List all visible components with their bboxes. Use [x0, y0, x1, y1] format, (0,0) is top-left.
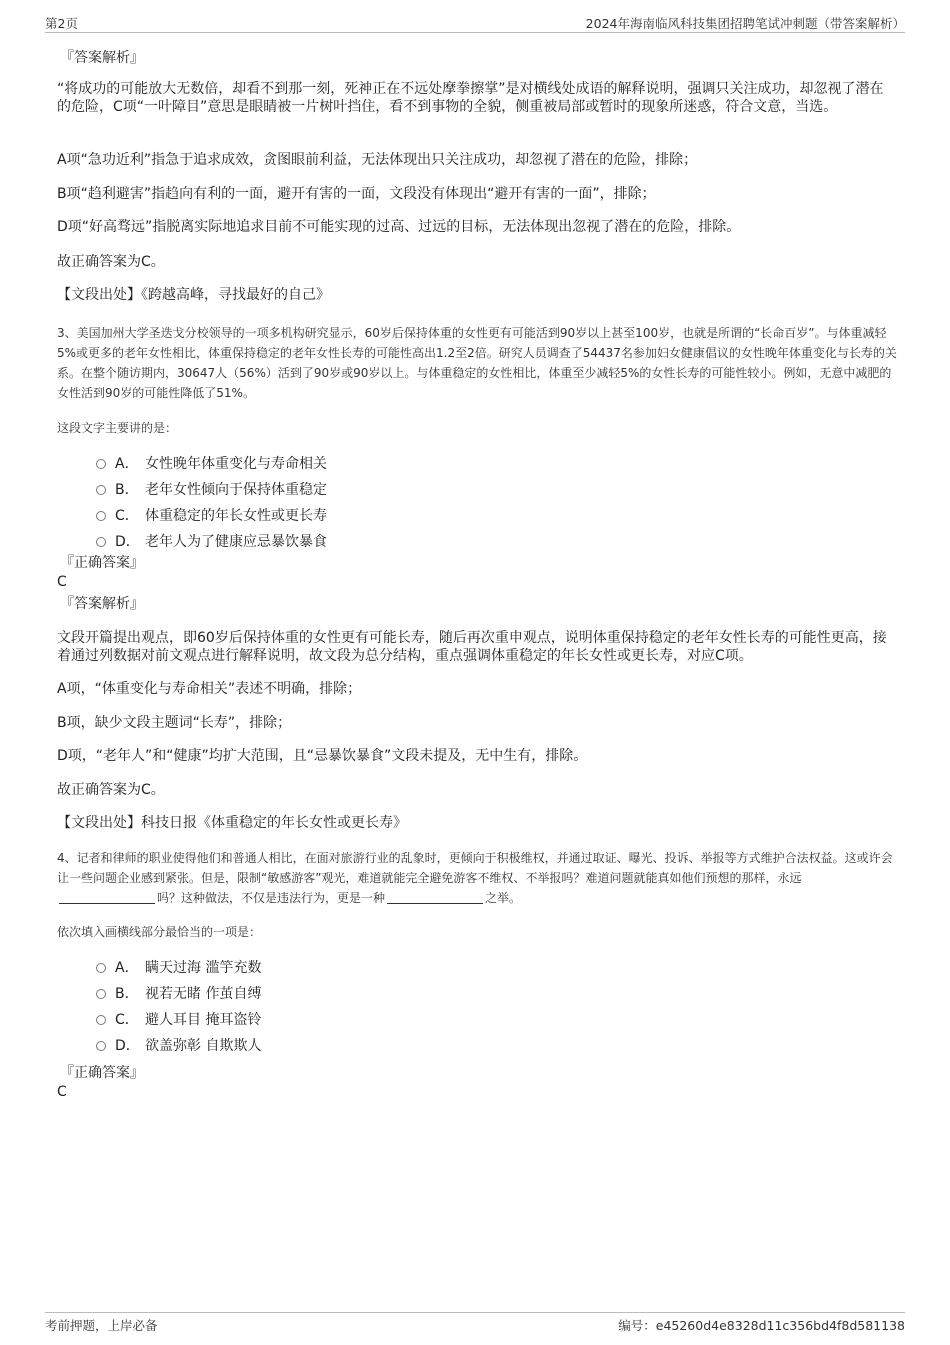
q3-option-d-analysis: D项，“老年人”和“健康”均扩大范围，且“忌暴饮暴食”文段未提及，无中生有，排除。 — [57, 748, 588, 764]
radio-icon[interactable] — [96, 485, 106, 495]
fill-blank-1 — [59, 891, 155, 904]
document-title: 2024年海南临风科技集团招聘笔试冲刺题（带答案解析） — [585, 16, 905, 31]
q4-option-c[interactable]: C． 避人耳目 掩耳盗铃 — [96, 1011, 261, 1029]
q3-option-a-analysis: A项，“体重变化与寿命相关”表述不明确，排除； — [57, 681, 362, 697]
q2-analysis: “将成功的可能放大无数倍，却看不到那一刻，死神正在不远处摩拳擦掌”是对横线处成语的解释说明，强调只关注成功，却忽视了潜在的危险，C项“一叶障目”意思是眼睛被一片树叶挡住，看不到事物的全貌，侧重被局部或暂时的现象所迷惑，符合文意，当选。 — [57, 81, 884, 115]
q2-analysis-label: 『答案解析』 — [60, 50, 144, 66]
q2-option-d-analysis: D项“好高骛远”指脱离实际地追求目前不可能实现的过高、过远的目标，无法体现出忽视了潜在的危险，排除。 — [57, 219, 741, 235]
q4-correct-label: 『正确答案』 — [60, 1065, 144, 1081]
q2-option-a-analysis: A项“急功近利”指急于追求成效，贪图眼前利益，无法体现出只关注成功，却忽视了潜在的危险，排除； — [57, 152, 698, 168]
q4-option-d[interactable]: D． 欲盖弥彰 自欺欺人 — [96, 1037, 261, 1055]
q3-analysis-label: 『答案解析』 — [60, 596, 144, 612]
q4-option-a[interactable]: A． 瞒天过海 滥竽充数 — [96, 959, 261, 977]
radio-icon[interactable] — [96, 511, 106, 521]
q3-correct-answer: C — [57, 574, 67, 590]
radio-icon[interactable] — [96, 963, 106, 973]
q4-stem: 4、记者和律师的职业使得他们和普通人相比，在面对旅游行业的乱象时，更倾向于积极维权，并通过取证、曝光、投诉、举报等方式维护合法权益。这或许会让一些问题企业感到紧张。但是，限制“敏感游客”观光，难道就能完全避免游客不维权、不举报吗？难道问题就能真如他们预想的那样，永远吗？这种做法，不仅是违法行为，更是一种 之举。 — [57, 851, 893, 905]
q3-correct-label: 『正确答案』 — [60, 555, 144, 571]
q3-option-d[interactable]: D． 老年人为了健康应忌暴饮暴食 — [96, 533, 327, 551]
radio-icon[interactable] — [96, 459, 106, 469]
q3-conclusion: 故正确答案为C。 — [57, 782, 165, 798]
document-code: 编号：e45260d4e8328d11c356bd4f8d581138 — [618, 1318, 905, 1333]
q4-correct-answer: C — [57, 1084, 67, 1100]
page-number: 第2页 — [45, 16, 78, 31]
page-footer — [45, 1312, 905, 1335]
fill-blank-2 — [387, 891, 483, 904]
q3-option-c[interactable]: C． 体重稳定的年长女性或更长寿 — [96, 507, 327, 525]
q3-option-a[interactable]: A． 女性晚年体重变化与寿命相关 — [96, 455, 327, 473]
footer-slogan: 考前押题，上岸必备 — [45, 1318, 158, 1333]
q4-prompt: 依次填入画横线部分最恰当的一项是： — [57, 925, 262, 939]
q2-option-b-analysis: B项“趋利避害”指趋向有利的一面，避开有害的一面，文段没有体现出“避开有害的一面”，排除； — [57, 186, 656, 202]
radio-icon[interactable] — [96, 989, 106, 999]
q3-option-b[interactable]: B． 老年女性倾向于保持体重稳定 — [96, 481, 327, 499]
q2-source: 【文段出处】《跨越高峰，寻找最好的自己》 — [57, 287, 330, 303]
radio-icon[interactable] — [96, 1015, 106, 1025]
q3-stem: 3、美国加州大学圣迭戈分校领导的一项多机构研究显示，60岁后保持体重的女性更有可能活到90岁以上甚至100岁，也就是所谓的“长命百岁”。与体重减轻5%或更多的老年女性相比，体重保持稳定的老年女性长寿的可能性高出1.2至2倍。研究人员调查了54437名参加妇女健康倡议的女性晚年体重变化与长寿的关系。在整个随访期内，30647人（56%）活到了90岁或90岁以上。与体重稳定的女性相比，体重至少减轻5%的女性长寿的可能性较小。例如，无意中减肥的女性活到90岁的可能性降低了51%。 — [57, 326, 897, 400]
page-header — [45, 12, 905, 33]
q2-conclusion: 故正确答案为C。 — [57, 254, 165, 270]
q3-analysis: 文段开篇提出观点，即60岁后保持体重的女性更有可能长寿，随后再次重申观点，说明体重保持稳定的老年女性长寿的可能性更高，接着通过列数据对前文观点进行解释说明，故文段为总分结构，重点强调体重稳定的年长女性或更长寿，对应C项。 — [57, 630, 887, 664]
radio-icon[interactable] — [96, 537, 106, 547]
q3-prompt: 这段文字主要讲的是： — [57, 421, 178, 435]
q4-option-b[interactable]: B． 视若无睹 作茧自缚 — [96, 985, 261, 1003]
radio-icon[interactable] — [96, 1041, 106, 1051]
q3-option-b-analysis: B项，缺少文段主题词“长寿”，排除； — [57, 715, 292, 731]
q3-source: 【文段出处】科技日报《体重稳定的年长女性或更长寿》 — [57, 815, 407, 831]
